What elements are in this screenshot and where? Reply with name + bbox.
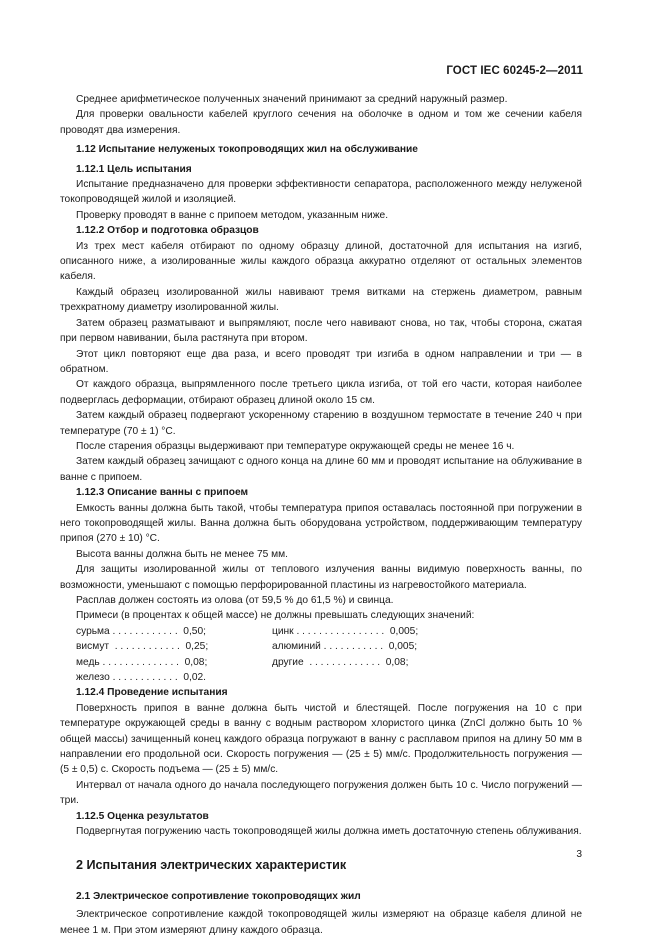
impurity-entry: железо . . . . . . . . . . . . 0,02. <box>76 672 206 684</box>
paragraph: Затем каждый образец зачищают с одного конца на длине 60 мм и проводят испытание на облуживание в ванне с припоем. <box>60 456 582 483</box>
subsection-heading-1-12-5: 1.12.5 Оценка результатов <box>76 810 209 822</box>
impurities-row <box>76 670 582 685</box>
paragraph: Для проверки овальности кабелей круглого сечения на оболочке в одном и том же сечении кабеля проводят два измерения. <box>60 109 582 136</box>
paragraph: Этот цикл повторяют еще два раза, и всего проводят три изгиба в одном направлении и три — в обратном. <box>60 348 582 375</box>
section-heading-2-1: 2.1 Электрическое сопротивление токопроводящих жил <box>76 890 361 902</box>
paragraph: Поверхность припоя в ванне должна быть чистой и блестящей. После погружения на 10 с при температуре окружающей среды в ванну с водным раствором хлористого цинка (ZnCl должно быть 10 % общей массы) зачищенный конец каждого образца погружают в ванну с расплавом припоя на длину 50 мм в направлении его продольной оси. Скорость погружения — (25 ± 5) мм/с. Продолжительность погружения — (5 ± 0,5) с. Скорость подъема — (25 ± 5) мм/с. <box>60 702 582 776</box>
paragraph: Из трех мест кабеля отбирают по одному образцу длиной, достаточной для испытания на изгиб, описанного ниже, а изолированные жилы каждого образца аккуратно отделяют от остальных элементов кабеля. <box>60 240 582 283</box>
impurities-row <box>76 655 582 670</box>
paragraph: Высота ванны должна быть не менее 75 мм. <box>76 548 288 560</box>
paragraph: Проверку проводят в ванне с припоем методом, указанным ниже. <box>76 209 389 221</box>
impurity-entry: другие . . . . . . . . . . . . . 0,08; <box>272 656 409 668</box>
section-heading-1-12: 1.12 Испытание нелуженых токопроводящих жил на обслуживание <box>76 144 418 156</box>
paragraph: Каждый образец изолированной жилы навивают тремя витками на стержень диаметром, равным трехкратному диаметру изолированной жилы. <box>60 286 582 314</box>
standard-number-header: ГОСТ IEC 60245-2—2011 <box>446 65 583 77</box>
impurity-entry: сурьма . . . . . . . . . . . . 0,50; <box>76 625 206 637</box>
section-heading-2: 2 Испытания электрических характеристик <box>76 857 347 872</box>
impurity-entry: медь . . . . . . . . . . . . . . 0,08; <box>76 656 208 668</box>
paragraph: Электрическое сопротивление каждой токопроводящей жилы измеряют на образце кабеля длиной не менее 1 м. При этом измеряют длину каждого образца. <box>60 909 582 936</box>
paragraph: Для защиты изолированной жилы от теплового излучения ванны видимую поверхность ванны, по возможности, уменьшают с помощью перфорированной пластины из нагревостойкого материала. <box>60 564 582 591</box>
subsection-heading-1-12-3: 1.12.3 Описание ванны с припоем <box>76 487 249 499</box>
impurities-row <box>76 624 582 639</box>
paragraph: Подвергнутая погружению часть токопроводящей жилы должна иметь достаточную степень облуживания. <box>76 826 582 838</box>
impurities-row <box>76 639 582 654</box>
page-number: 3 <box>576 849 582 860</box>
paragraph: Примеси (в процентах к общей массе) не должны превышать следующих значений: <box>76 610 475 622</box>
paragraph: Затем каждый образец подвергают ускоренному старению в воздушном термостате в течение 240 ч при температуре (70 ± 1) °С. <box>60 410 582 437</box>
paragraph: Затем образец разматывают и выпрямляют, после чего навивают снова, но так, чтобы сторона, сжатая при первом навивании, была растянута при втором. <box>60 317 582 345</box>
paragraph: Расплав должен состоять из олова (от 59,5 % до 61,5 %) и свинца. <box>76 595 394 606</box>
paragraph: Среднее арифметическое полученных значений принимают за средний наружный размер. <box>76 94 508 105</box>
subsection-heading-1-12-4: 1.12.4 Проведение испытания <box>76 687 228 699</box>
document-body <box>60 92 582 938</box>
paragraph: Емкость ванны должна быть такой, чтобы температура припоя оставалась постоянной при погружении в него токопроводящей жилы. Ванна должна быть оборудована устройством, поддерживающим температуру припоя (270 ± 10) °С. <box>60 502 582 545</box>
paragraph: После старения образцы выдерживают при температуре окружающей среды не менее 16 ч. <box>76 440 515 452</box>
impurity-entry: алюминий . . . . . . . . . . . 0,005; <box>272 641 418 653</box>
impurity-entry: цинк . . . . . . . . . . . . . . . . 0,005; <box>272 625 419 637</box>
paragraph: Интервал от начала одного до начала последующего погружения должен быть 10 с. Число погружений — три. <box>60 779 582 807</box>
impurities-list <box>60 624 582 686</box>
paragraph: Испытание предназначено для проверки эффективности сепаратора, расположенного между нелуженой токопроводящей жилой и изоляцией. <box>60 179 582 206</box>
paragraph: От каждого образца, выпрямленного после третьего цикла изгиба, от той его части, которая наиболее подверглась деформации, отбирают образец длиной около 15 см. <box>60 379 582 406</box>
subsection-heading-1-12-2: 1.12.2 Отбор и подготовка образцов <box>76 225 259 237</box>
impurity-entry: висмут . . . . . . . . . . . . 0,25; <box>76 641 209 653</box>
subsection-heading-1-12-1: 1.12.1 Цель испытания <box>76 163 192 175</box>
